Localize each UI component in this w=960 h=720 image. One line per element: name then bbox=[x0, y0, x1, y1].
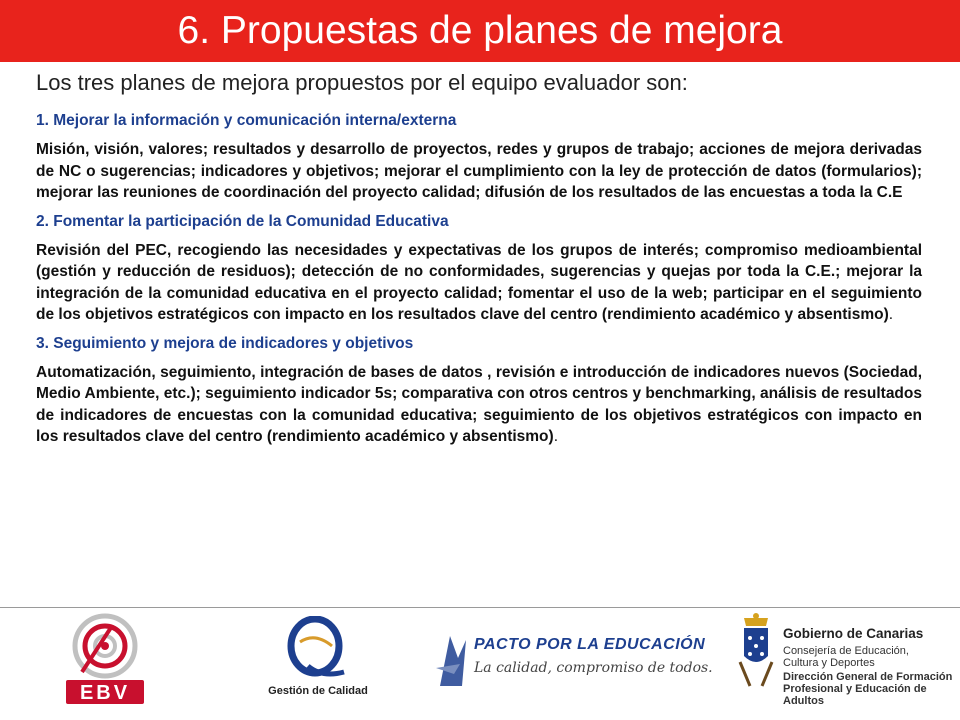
plan-2-body: Revisión del PEC, recogiendo las necesidades y expectativas de los grupos de interés; compromiso medioambiental (gestión y reducción de residuos); detección de no conformidades, sugerencias y quejas por toda la C.E.; mejorar la integración de la comunidad educativa en el proyecto calidad; fomentar el uso de la web; participar en el seguimiento de los objetivos estratégicos con impacto en los resultados clave del centro (rendimiento académico y absentismo). bbox=[36, 241, 922, 323]
gobierno-canarias-crest-icon bbox=[736, 612, 776, 692]
svg-text:EBV: EBV bbox=[79, 682, 131, 704]
gobierno-line-2: Cultura y Deportes bbox=[783, 657, 875, 669]
gestion-calidad-label: Gestión de Calidad bbox=[268, 685, 368, 697]
plan-3-heading: 3. Seguimiento y mejora de indicadores y objetivos bbox=[36, 334, 414, 352]
gestion-calidad-logo bbox=[280, 616, 350, 682]
pacto-title: PACTO POR LA EDUCACIÓN bbox=[474, 636, 706, 653]
page-title: 6. Propuestas de planes de mejora bbox=[0, 0, 960, 62]
plan-2-heading: 2. Fomentar la participación de la Comunidad Educativa bbox=[36, 212, 449, 230]
plans-list bbox=[36, 112, 922, 457]
gobierno-line-3: Dirección General de Formación bbox=[783, 671, 953, 683]
plan-1-body: Misión, visión, valores; resultados y desarrollo de proyectos, redes y grupos de trabajo; acciones de mejora derivadas de NC o sugerencias; indicadores y objetivos; mejorar el cumplimiento con la ley de protección de datos (formularios); mejorar las reuniones de coordinación del proyecto calidad; difusión de los resultados de las encuestas a toda la C.E bbox=[36, 141, 922, 201]
plan-3-body: Automatización, seguimiento, integración de bases de datos , revisión e introducción de indicadores nuevos (Sociedad, Medio Ambiente, etc.); seguimiento indicador 5s; comparativa con otros centros y benchmarking, análisis de resultados de indicadores de encuestas con la comunidad educativa; seguimiento de los objetivos estratégicos con impacto en los resultados clave del centro (rendimiento académico y absentismo). bbox=[36, 363, 922, 445]
footer-divider bbox=[0, 607, 960, 608]
gobierno-name: Gobierno de Canarias bbox=[783, 626, 924, 641]
gobierno-line-1: Consejería de Educación, bbox=[783, 645, 909, 657]
ebv-logo bbox=[62, 610, 148, 706]
pacto-subtitle: La calidad, compromiso de todos. bbox=[474, 660, 713, 676]
plan-1-heading: 1. Mejorar la información y comunicación interna/externa bbox=[36, 112, 457, 129]
gobierno-line-4: Profesional y Educación de Adultos bbox=[783, 683, 927, 707]
page-subtitle: Los tres planes de mejora propuestos por el equipo evaluador son: bbox=[36, 70, 688, 95]
